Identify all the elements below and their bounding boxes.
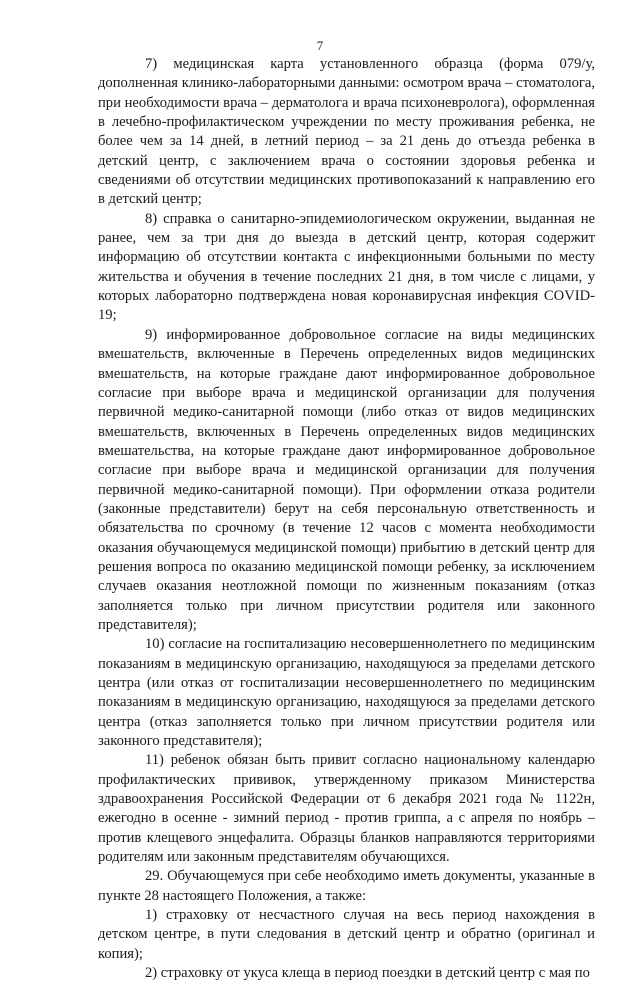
document-body <box>98 55 595 984</box>
paragraph-item-2-tick-insurance: 2) страховку от укуса клеща в период поездки в детский центр с мая по <box>145 965 590 982</box>
paragraph-item-10-hospitalization-consent: 10) согласие на госпитализацию несовершеннолетнего по медицинским показаниям в медицинскую организацию, находящуюся за пределами детского центра (или отказ от госпитализации несовершеннолетнего по медицинским показаниям в медицинскую организацию, находящуюся за пределами детского центра (отказ заполняется только при личном присутствии родителя или законного представителя); <box>98 636 595 750</box>
page-number: 7 <box>316 38 324 53</box>
paragraph-item-1-accident-insurance: 1) страховку от несчастного случая на весь период нахождения в детском центре, в пути следования в детский центр и обратно (оригинал и копия); <box>98 907 595 962</box>
paragraph-item-7-medical-card: 7) медицинская карта установленного образца (форма 079/у, дополненная клинико-лабораторными данными: осмотром врача – стоматолога, при необходимости врача – дерматолога и врача психоневролога), оформленная в лечебно-профилактическом учреждении по месту проживания ребенка, не более чем за 14 дней, в летний период – за 21 день до отъезда ребенка в детский центр, с заключением врача о состоянии здоровья ребенка и сведениями об отсутствии медицинских противопоказаний к направлению его в детский центр; <box>98 56 595 208</box>
paragraph-item-11-vaccination: 11) ребенок обязан быть привит согласно национальному календарю профилактических прививок, утвержденному приказом Министерства здравоохранения Российской Федерации от 6 декабря 2021 года № 1122н, ежегодно в осенне - зимний период - против гриппа, а с апреля по ноябрь – против клещевого энцефалита. Образцы бланков направляются территориями родителям или законным представителям обучающихся. <box>98 752 595 866</box>
paragraph-item-8-epidemiological-certificate: 8) справка о санитарно-эпидемиологическом окружении, выданная не ранее, чем за три дня до выезда в детский центр, которая содержит информацию об отсутствии контакта с инфекционными больными по месту жительства и обучения в течение последних 21 дня, в том числе с лицами, у которых лабораторно подтверждена новая коронавирусная инфекция COVID-19; <box>98 210 595 324</box>
paragraph-item-9-informed-consent: 9) информированное добровольное согласие на виды медицинских вмешательств, включенные в Перечень определенных видов медицинских вмешательств, на которые граждане дают информированное добровольное согласие при выборе врача и медицинской организации для получения первичной медико-санитарной помощи (либо отказ от видов медицинских вмешательств, включенных в Перечень определенных видов медицинских вмешательства, на которые граждане дают информированное добровольное согласие при выборе врача и медицинской организации для получения первичной медико-санитарной помощи). При оформлении отказа родители (законные представители) берут на себя персональную ответственность и обязательства по срочному (в течение 12 часов с момента необходимости оказания обучающемуся медицинской помощи) прибытию в детский центр для решения вопроса по оказанию медицинской помощи ребенку, за исключением случаев оказания неотложной помощи по жизненным показаниям (отказ заполняется только при личном присутствии родителя или законного представителя); <box>98 326 595 633</box>
paragraph-clause-29: 29. Обучающемуся при себе необходимо иметь документы, указанные в пункте 28 настоящего Положения, а также: <box>98 868 595 904</box>
